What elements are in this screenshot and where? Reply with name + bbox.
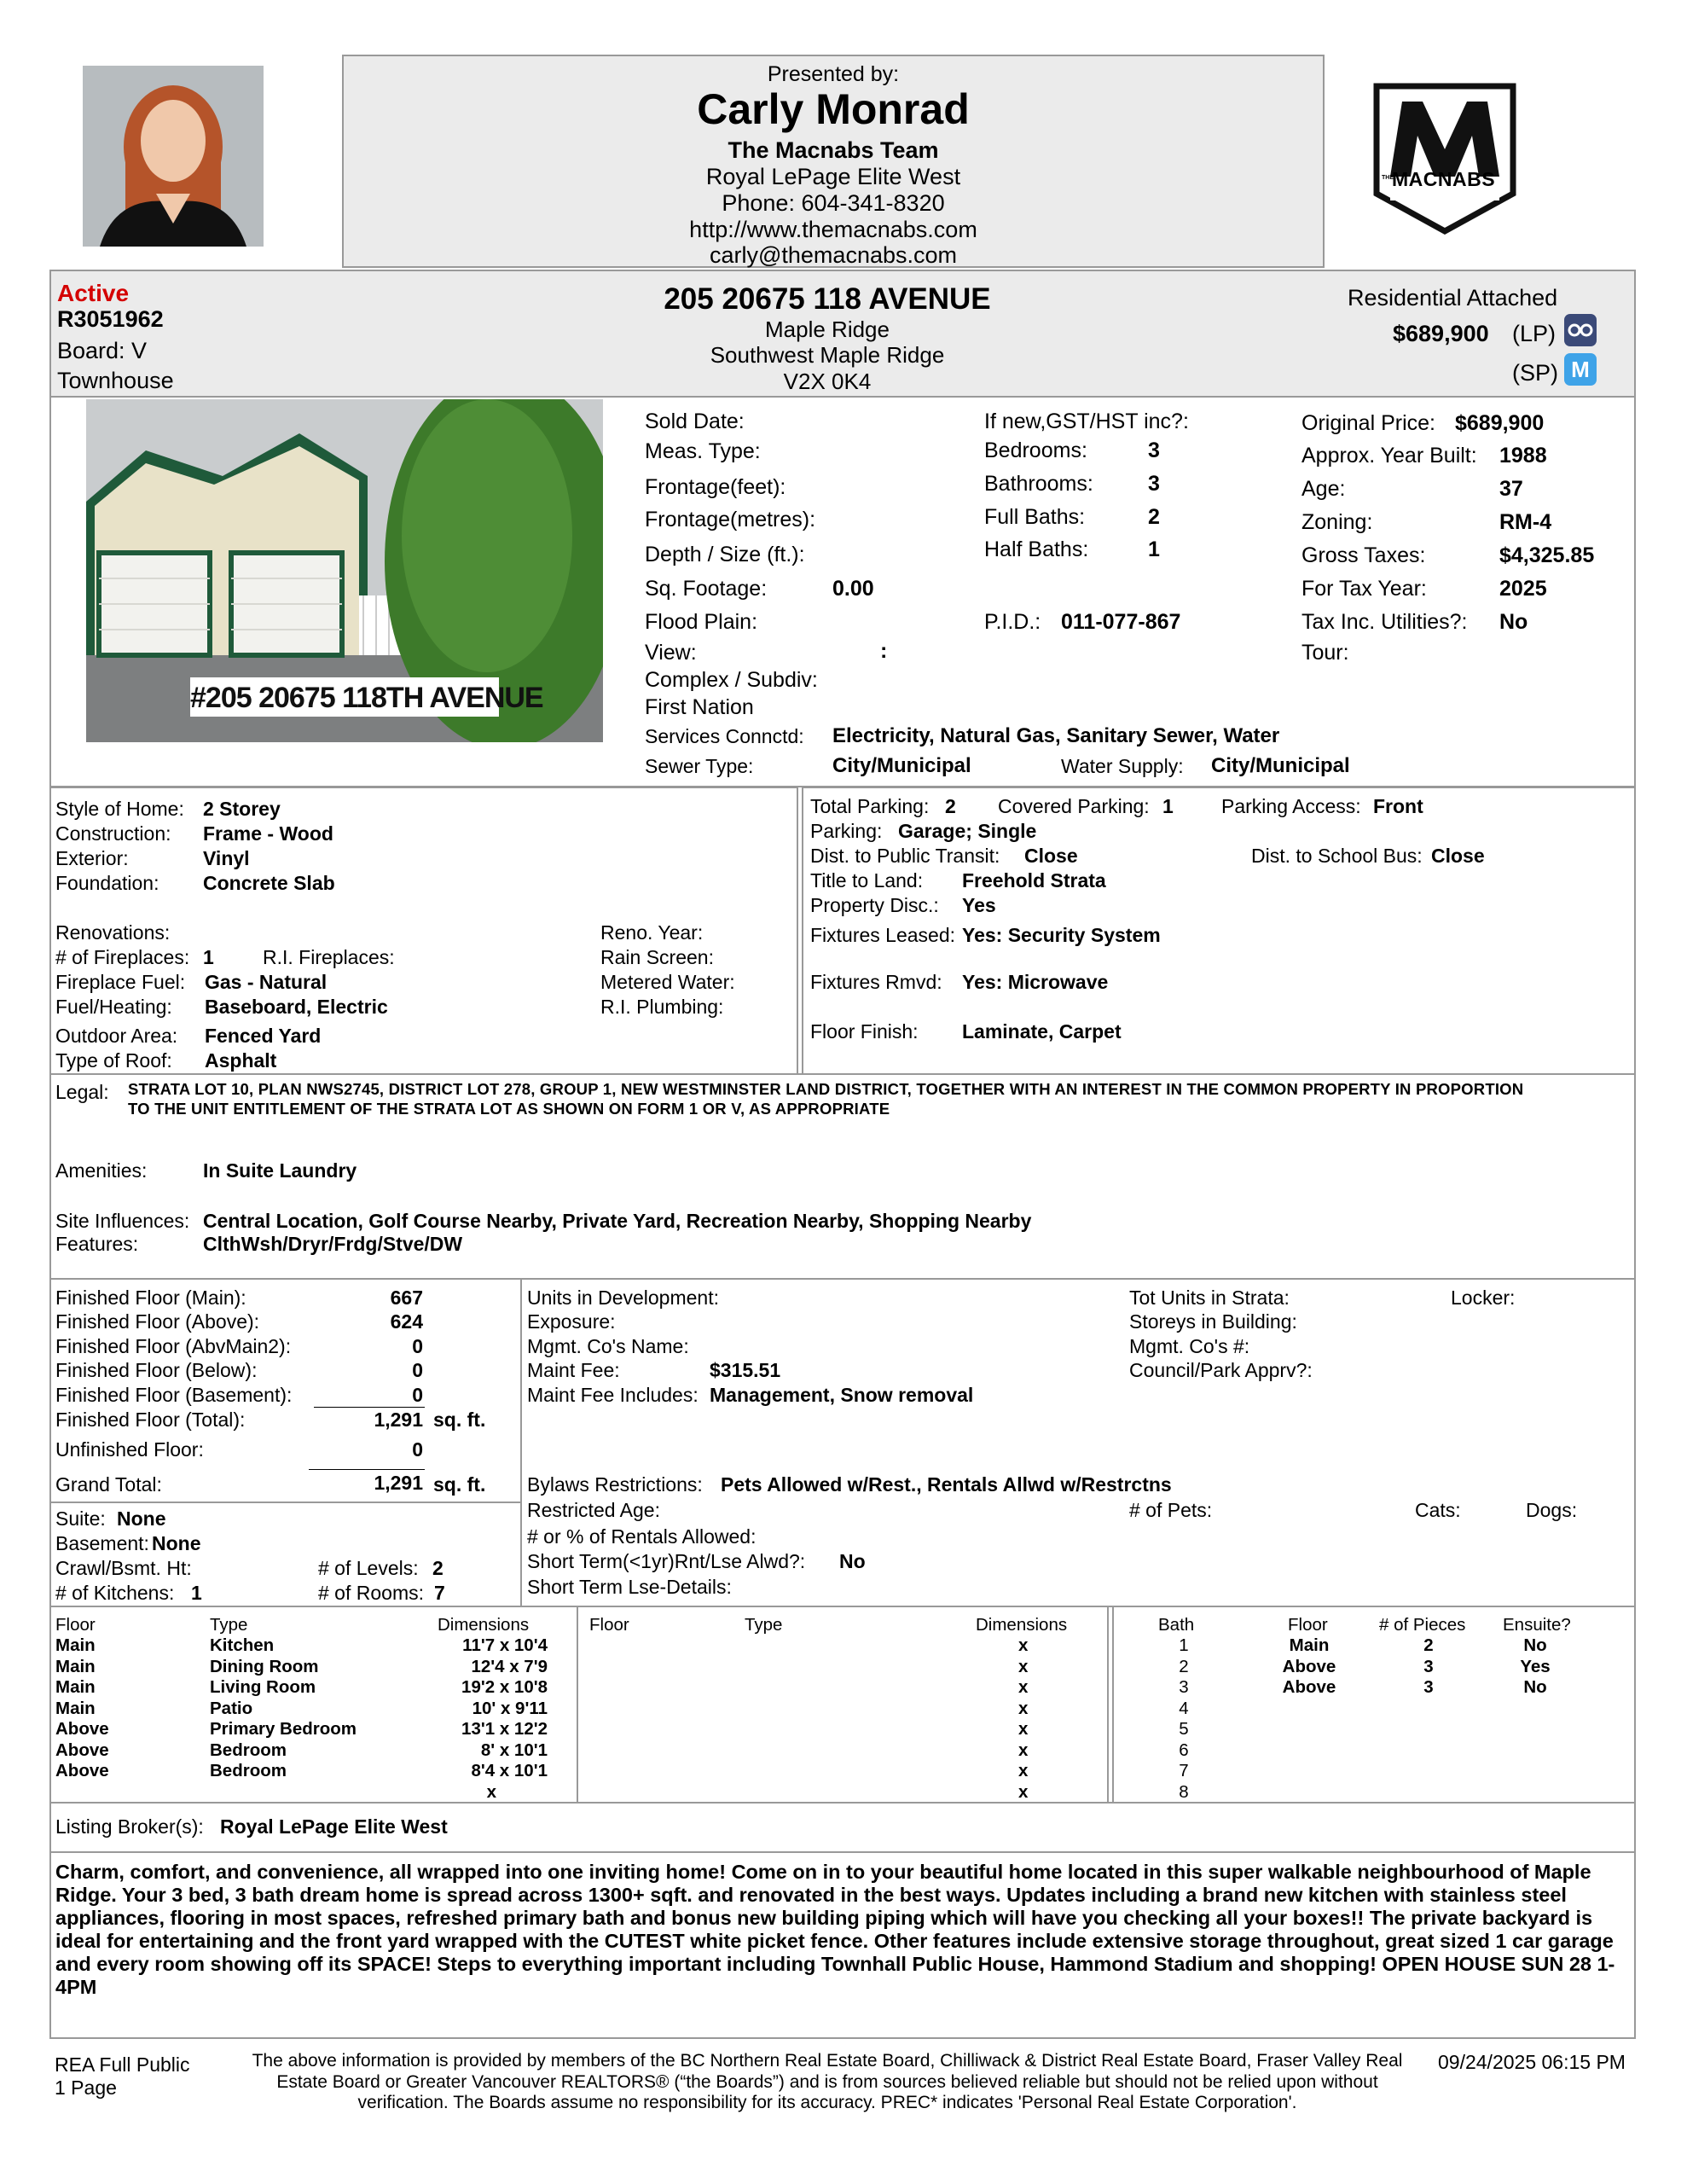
total-parking-label: Total Parking: (810, 795, 930, 817)
public-remarks: Charm, comfort, and convenience, all wrapped into one inviting home! Come on in to your beautiful home located in this super walkable neighbourhood of Maple Ridge. Your 3 bed, 3 bath dream home is spread across 1300+ sqft. and renovated in the best ways. Updates including a brand new kitchen with stainless steel appliances, flooring in most spaces, refreshed primary bath and bonus new building piping which will have you checking all your boxes!! The private backyard is ideal for entertaining and the front yard wrapped with the CUTEST white picket fence. Other features include extensive storage throughout, great sized 1 car garage and every room showing off its SPACE! Steps to everything important including Townhall Public House, Hammond Stadium and shopping! OPEN HOUSE SUN 28 1-4PM (55, 1861, 1615, 1998)
photo-caption: #205 20675 118TH AVENUE (190, 682, 543, 714)
rooms2-header-type: Type (745, 1615, 783, 1635)
broker-label: Listing Broker(s): (55, 1815, 204, 1838)
rooms-type-column (210, 1635, 357, 1782)
bath-floor: Main (1289, 1635, 1330, 1655)
bath-ensuite: No (1523, 1635, 1547, 1655)
rooms2-header-dimensions: Dimensions (976, 1615, 1068, 1635)
mgmt-no-label: Mgmt. Co's #: (1129, 1335, 1250, 1357)
bath-number: 6 (1179, 1740, 1189, 1760)
rentals-label: # or % of Rentals Allowed: (527, 1525, 757, 1548)
room-dimension: 8'4 x 10'1 (471, 1761, 548, 1780)
sewer-value: City/Municipal (832, 754, 971, 777)
title-label: Title to Land: (810, 869, 924, 892)
macnabs-logo (1373, 83, 1516, 235)
short-term-details-label: Short Term Lse-Details: (527, 1576, 732, 1598)
agent-name: Carly Monrad (697, 85, 970, 133)
tax-year-label: For Tax Year: (1301, 577, 1427, 601)
storeys-label: Storeys in Building: (1129, 1310, 1297, 1333)
agent-photo (83, 66, 264, 247)
fixtures-rmvd-value: Yes: Microwave (962, 971, 1109, 993)
room-floor: Main (55, 1677, 96, 1697)
broker-name: Royal LePage Elite West (220, 1815, 448, 1838)
bath-number: 8 (1179, 1781, 1189, 1802)
original-price-label: Original Price: (1301, 411, 1435, 435)
year-built-label: Approx. Year Built: (1301, 444, 1477, 468)
baths-number-column (1167, 1635, 1201, 1803)
unfinished-value: 0 (412, 1438, 423, 1461)
street-address: 205 20675 118 AVENUE (664, 282, 991, 316)
style-label: Style of Home: (55, 798, 184, 820)
title-value: Freehold Strata (962, 869, 1106, 892)
room-dimension: 12'4 x 7'9 (471, 1656, 548, 1676)
renovations-label: Renovations: (55, 921, 171, 944)
room-floor: Above (55, 1761, 109, 1780)
amenities-value: In Suite Laundry (203, 1159, 357, 1182)
property-photo[interactable] (86, 399, 603, 742)
parking-label: Parking: (810, 820, 883, 842)
rooms-dimension-column (401, 1635, 548, 1803)
finished-basement-value: 0 (412, 1384, 423, 1406)
rooms-floor-column (55, 1635, 109, 1782)
ri-plumbing-label: R.I. Plumbing: (600, 996, 724, 1018)
zoning-label: Zoning: (1301, 510, 1373, 534)
exposure-label: Exposure: (527, 1310, 616, 1333)
parking-access-value: Front (1373, 795, 1423, 817)
grand-total-label: Grand Total: (55, 1473, 162, 1496)
locker-label: Locker: (1451, 1287, 1516, 1309)
room-dimension: x (1018, 1781, 1029, 1802)
fuel-heating-value: Baseboard, Electric (205, 996, 388, 1018)
room-dimension: 13'1 x 12'2 (461, 1719, 548, 1739)
m-icon[interactable]: M (1564, 353, 1597, 386)
presented-by-label: Presented by: (767, 62, 900, 86)
rooms-header-dimensions: Dimensions (438, 1615, 530, 1635)
area: Southwest Maple Ridge (710, 342, 945, 368)
agent-phone: Phone: 604-341-8320 (722, 190, 945, 216)
maint-fee-label: Maint Fee: (527, 1359, 620, 1381)
room-dimension: x (1018, 1635, 1029, 1655)
finished-total-label: Finished Floor (Total): (55, 1409, 246, 1431)
underline-1 (314, 1407, 425, 1408)
mls-number: R3051962 (57, 306, 164, 332)
logo-small-text: THE (1382, 175, 1394, 181)
units-label: Units in Development: (527, 1287, 719, 1309)
short-term-value: No (839, 1550, 866, 1572)
disclaimer-line3: verification. The Boards assume no responsibility for its accuracy. PREC* indicates 'Personal Real Estate Corporation'. (357, 2093, 1297, 2112)
room-floor: Main (55, 1656, 96, 1676)
bath-floor: Above (1282, 1677, 1336, 1697)
bylaws-value: Pets Allowed w/Rest., Rentals Allwd w/Restrctns (721, 1473, 1172, 1496)
finished-total-value: 1,291 (374, 1409, 423, 1431)
pid-value: 011-077-867 (1061, 610, 1181, 634)
agent-website[interactable]: http://www.themacnabs.com (689, 217, 977, 242)
finished-below-value: 0 (412, 1359, 423, 1381)
bath-number: 4 (1179, 1698, 1189, 1718)
room-floor: Main (55, 1698, 96, 1718)
fireplaces-label: # of Fireplaces: (55, 946, 190, 968)
levels-label: # of Levels: (318, 1557, 419, 1579)
construction-value: Frame - Wood (203, 822, 333, 845)
bath-pieces: 3 (1423, 1656, 1434, 1676)
water-label: Water Supply: (1061, 755, 1184, 777)
features-label: Features: (55, 1233, 139, 1255)
services-label: Services Connctd: (645, 725, 804, 747)
bedrooms-value: 3 (1148, 439, 1160, 462)
board: Board: V (57, 338, 148, 363)
room-dimension: x (1018, 1761, 1029, 1780)
school-bus-label: Dist. to School Bus: (1251, 845, 1423, 867)
gross-taxes-label: Gross Taxes: (1301, 543, 1426, 567)
property-type: Townhouse (57, 368, 174, 393)
baths-header-pieces: # of Pieces (1379, 1615, 1466, 1635)
half-baths-label: Half Baths: (984, 537, 1089, 561)
room-type: Patio (210, 1698, 253, 1718)
bath-floor: Above (1282, 1656, 1336, 1676)
baths-floor-column (1262, 1635, 1356, 1699)
exterior-label: Exterior: (55, 847, 129, 869)
page-count: 1 Page (55, 2077, 117, 2099)
rooms2-dimension-column (1018, 1635, 1028, 1803)
room-floor: Main (55, 1635, 96, 1655)
rooms2-header-floor: Floor (589, 1615, 629, 1635)
foundation-label: Foundation: (55, 872, 159, 894)
legal-text-line1: STRATA LOT 10, PLAN NWS2745, DISTRICT LOT 278, GROUP 1, NEW WESTMINSTER LAND DISTRICT, TOGETHER WITH AN INTEREST IN THE COMMON PROPERTY IN PROPORTION (128, 1080, 1524, 1098)
amenities-label: Amenities: (55, 1159, 148, 1182)
school-bus-value: Close (1431, 845, 1485, 867)
site-influences-label: Site Influences: (55, 1210, 190, 1232)
crawl-label: Crawl/Bsmt. Ht: (55, 1557, 192, 1579)
parking-access-label: Parking Access: (1221, 795, 1361, 817)
complex-label: Complex / Subdiv: (645, 668, 818, 692)
original-price-value: $689,900 (1455, 411, 1545, 435)
bath-number: 7 (1179, 1761, 1189, 1780)
brokerage-name: Royal LePage Elite West (705, 164, 961, 189)
meas-type-label: Meas. Type: (645, 439, 761, 463)
fixtures-leased-label: Fixtures Leased: (810, 924, 956, 946)
report-timestamp: 09/24/2025 06:15 PM (1438, 2051, 1626, 2073)
half-baths-value: 1 (1148, 537, 1160, 561)
sewer-label: Sewer Type: (645, 755, 754, 777)
tax-year-value: 2025 (1499, 577, 1547, 601)
rooms-header-type: Type (210, 1615, 248, 1635)
lp-label: (LP) (1512, 321, 1557, 346)
ri-fireplaces-label: R.I. Fireplaces: (263, 946, 395, 968)
bath-number: 1 (1179, 1635, 1189, 1655)
council-label: Council/Park Apprv?: (1129, 1359, 1313, 1381)
property-disc-value: Yes (962, 894, 996, 916)
baths-header-bath: Bath (1158, 1615, 1195, 1635)
room-dimension: x (1018, 1719, 1029, 1739)
zoning-value: RM-4 (1499, 510, 1552, 534)
maint-fee-value: $315.51 (710, 1359, 781, 1381)
water-value: City/Municipal (1211, 754, 1350, 777)
grand-total-value: 1,291 (374, 1472, 423, 1494)
fixtures-leased-value: Yes: Security System (962, 924, 1161, 946)
bedrooms-label: Bedrooms: (984, 439, 1087, 462)
room-dimension: x (1018, 1656, 1029, 1676)
sq-footage-label: Sq. Footage: (645, 577, 768, 601)
floor-finish-value: Laminate, Carpet (962, 1020, 1122, 1043)
room-dimension: x (1018, 1677, 1029, 1697)
glasses-icon[interactable] (1564, 314, 1597, 346)
finished-abvmain2-label: Finished Floor (AbvMain2): (55, 1335, 292, 1357)
bathrooms-value: 3 (1148, 472, 1160, 496)
postal-code: V2X 0K4 (783, 369, 872, 394)
pid-label: P.I.D.: (984, 610, 1041, 634)
floor-finish-label: Floor Finish: (810, 1020, 919, 1043)
metered-water-label: Metered Water: (600, 971, 735, 993)
baths-pieces-column (1407, 1635, 1450, 1699)
fireplaces-value: 1 (203, 946, 214, 968)
kitchens-value: 1 (191, 1582, 202, 1604)
finished-main-value: 667 (390, 1287, 423, 1309)
city: Maple Ridge (765, 317, 890, 342)
room-dimension: 10' x 9'11 (472, 1698, 548, 1718)
fireplace-fuel-value: Gas - Natural (205, 971, 328, 993)
depth-label: Depth / Size (ft.): (645, 543, 805, 566)
first-nation-label: First Nation (645, 695, 754, 719)
gst-label: If new,GST/HST inc?: (984, 410, 1189, 433)
pets-label: # of Pets: (1129, 1499, 1213, 1521)
legal-label: Legal: (55, 1081, 109, 1103)
room-dimension: 8' x 10'1 (480, 1740, 548, 1760)
room-type: Bedroom (210, 1740, 287, 1760)
cats-label: Cats: (1415, 1499, 1461, 1521)
sq-footage-value: 0.00 (832, 577, 874, 601)
features-value: ClthWsh/Dryr/Frdg/Stve/DW (203, 1233, 463, 1255)
flood-plain-label: Flood Plain: (645, 610, 758, 634)
construction-label: Construction: (55, 822, 171, 845)
basement-type-value: None (152, 1532, 201, 1554)
baths-header-floor: Floor (1288, 1615, 1328, 1635)
room-dimension: x (1018, 1698, 1029, 1718)
site-influences-value: Central Location, Golf Course Nearby, Private Yard, Recreation Nearby, Shopping Nearby (203, 1210, 1032, 1232)
disclaimer-line2: Estate Board or Greater Vancouver REALTORS® (“the Boards”) and is from sources believed reliable but should not be relied upon without (276, 2072, 1378, 2092)
finished-above-label: Finished Floor (Above): (55, 1310, 260, 1333)
transit-label: Dist. to Public Transit: (810, 845, 1000, 867)
age-label: Age: (1301, 477, 1346, 501)
exterior-value: Vinyl (203, 847, 250, 869)
maint-includes-value: Management, Snow removal (710, 1384, 974, 1406)
team-name: The Macnabs Team (728, 137, 939, 163)
rooms-header-floor: Floor (55, 1615, 96, 1635)
room-dimension: 11'7 x 10'4 (462, 1635, 548, 1655)
room-dimension: x (1018, 1740, 1029, 1760)
room-dimension: 19'2 x 10'8 (461, 1677, 548, 1697)
bath-pieces: 2 (1423, 1635, 1434, 1655)
full-baths-label: Full Baths: (984, 505, 1086, 529)
fixtures-rmvd-label: Fixtures Rmvd: (810, 971, 942, 993)
year-built-value: 1988 (1499, 444, 1547, 468)
fireplace-fuel-label: Fireplace Fuel: (55, 971, 186, 993)
room-type: Dining Room (210, 1656, 319, 1676)
property-category: Residential Attached (1348, 285, 1558, 311)
bath-ensuite: No (1523, 1677, 1547, 1697)
finished-main-label: Finished Floor (Main): (55, 1287, 246, 1309)
bath-number: 2 (1179, 1656, 1189, 1676)
levels-value: 2 (432, 1557, 443, 1579)
outdoor-value: Fenced Yard (205, 1025, 322, 1047)
disclaimer-line1: The above information is provided by members of the BC Northern Real Estate Board, Chilliwack & District Real Estate Board, Fraser Valley Real (252, 2051, 1403, 2071)
dogs-label: Dogs: (1526, 1499, 1578, 1521)
kitchens-label: # of Kitchens: (55, 1582, 175, 1604)
list-price: $689,900 (1393, 321, 1489, 346)
full-baths-value: 2 (1148, 505, 1160, 529)
maint-includes-label: Maint Fee Includes: (527, 1384, 699, 1406)
frontage-metres-label: Frontage(metres): (645, 508, 816, 531)
view-label: View: (645, 641, 697, 665)
logo-text: MACNABS (1392, 168, 1496, 190)
grand-total-unit: sq. ft. (433, 1473, 486, 1496)
finished-above-value: 624 (390, 1310, 423, 1333)
suite-value: None (117, 1507, 166, 1530)
baths-header-ensuite: Ensuite? (1503, 1615, 1571, 1635)
room-dimension: x (486, 1781, 496, 1802)
room-type: Kitchen (210, 1635, 275, 1655)
roof-label: Type of Roof: (55, 1049, 172, 1072)
unfinished-label: Unfinished Floor: (55, 1438, 204, 1461)
status-badge: Active (57, 280, 130, 306)
style-value: 2 Storey (203, 798, 281, 820)
transit-value: Close (1024, 845, 1078, 867)
reno-year-label: Reno. Year: (600, 921, 704, 944)
basement-type-label: Basement: (55, 1532, 149, 1554)
room-floor: Above (55, 1719, 109, 1739)
parking-value: Garage; Single (898, 820, 1037, 842)
agent-email[interactable]: carly@themacnabs.com (709, 242, 957, 268)
underline-2 (309, 1469, 425, 1470)
baths-ensuite-column (1510, 1635, 1561, 1699)
sp-label: (SP) (1512, 360, 1558, 386)
finished-abvmain2-value: 0 (412, 1335, 423, 1357)
bath-number: 5 (1179, 1719, 1189, 1739)
foundation-value: Concrete Slab (203, 872, 335, 894)
report-type: REA Full Public (55, 2053, 190, 2076)
covered-parking-value: 1 (1162, 795, 1174, 817)
room-floor: Above (55, 1740, 109, 1760)
roof-value: Asphalt (205, 1049, 277, 1072)
bath-ensuite: Yes (1520, 1656, 1551, 1676)
outdoor-label: Outdoor Area: (55, 1025, 178, 1047)
tax-inc-label: Tax Inc. Utilities?: (1301, 610, 1468, 634)
finished-total-unit: sq. ft. (433, 1409, 486, 1431)
age-value: 37 (1499, 477, 1523, 501)
gross-taxes-value: $4,325.85 (1499, 543, 1595, 567)
restricted-age-label: Restricted Age: (527, 1499, 660, 1521)
covered-parking-label: Covered Parking: (998, 795, 1150, 817)
frontage-feet-label: Frontage(feet): (645, 475, 786, 499)
services-value: Electricity, Natural Gas, Sanitary Sewer, Water (832, 724, 1280, 747)
tot-units-label: Tot Units in Strata: (1129, 1287, 1290, 1309)
finished-basement-label: Finished Floor (Basement): (55, 1384, 293, 1406)
room-type: Living Room (210, 1677, 316, 1697)
sold-date-label: Sold Date: (645, 410, 745, 433)
legal-text-line2: TO THE UNIT ENTITLEMENT OF THE STRATA LOT AS SHOWN ON FORM 1 OR V, AS APPROPRIATE (128, 1100, 890, 1118)
view-colon: : (880, 639, 888, 663)
room-type: Primary Bedroom (210, 1719, 357, 1739)
finished-below-label: Finished Floor (Below): (55, 1359, 258, 1381)
fuel-heating-label: Fuel/Heating: (55, 996, 172, 1018)
tax-inc-value: No (1499, 610, 1528, 634)
short-term-label: Short Term(<1yr)Rnt/Lse Alwd?: (527, 1550, 806, 1572)
rooms-value: 7 (434, 1582, 445, 1604)
bath-pieces: 3 (1423, 1677, 1434, 1697)
total-parking-value: 2 (945, 795, 956, 817)
mgmt-label: Mgmt. Co's Name: (527, 1335, 689, 1357)
rooms-label: # of Rooms: (318, 1582, 424, 1604)
property-disc-label: Property Disc.: (810, 894, 939, 916)
bath-number: 3 (1179, 1677, 1189, 1697)
suite-label: Suite: (55, 1507, 106, 1530)
bylaws-label: Bylaws Restrictions: (527, 1473, 703, 1496)
room-type: Bedroom (210, 1761, 287, 1780)
tour-label: Tour: (1301, 641, 1349, 665)
rain-screen-label: Rain Screen: (600, 946, 714, 968)
bathrooms-label: Bathrooms: (984, 472, 1093, 496)
